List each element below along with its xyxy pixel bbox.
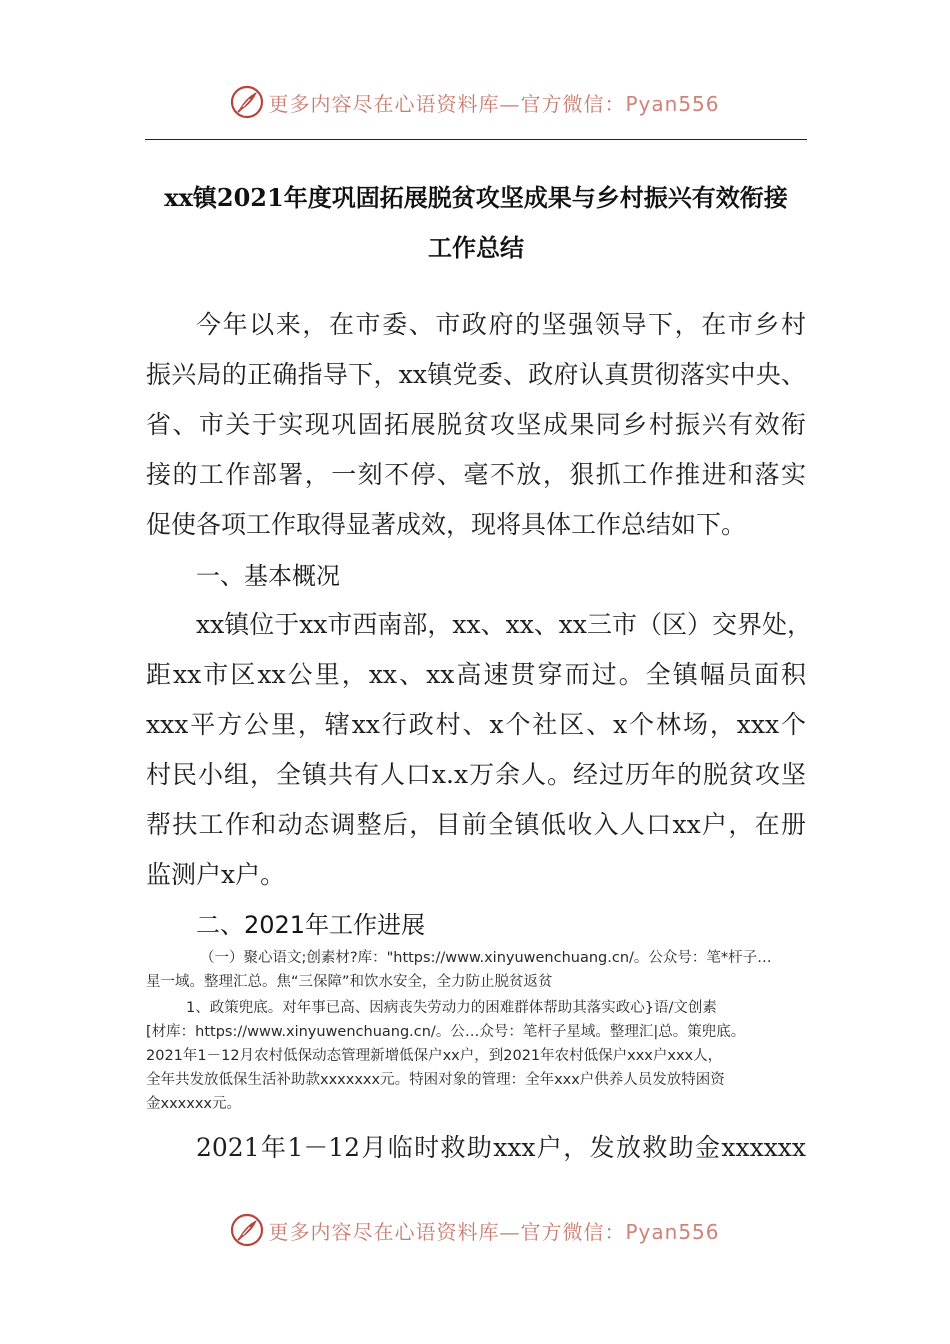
overview-line-1: xx镇位于xx市西南部，xx、xx、xx三市（区）交界处， — [196, 610, 812, 639]
progress-small-line-1: （一）聚心语文;创素材?库："https://www.xinyuwenchuang.cn/。公众号：笔*杆子… — [200, 950, 772, 966]
header-rule — [145, 139, 807, 140]
wechat-id: Pyan556 — [625, 1219, 720, 1244]
document-title-line-1: xx镇2021年度巩固拓展脱贫攻坚成果与乡村振兴有效衔接 — [164, 183, 788, 212]
intro-line-2: 振兴局的正确指导下，xx镇党委、政府认真贯彻落实中央、 — [146, 360, 806, 389]
document-title-line-2: 工作总结 — [428, 233, 524, 262]
progress-small-line-7: 金xxxxxx元。 — [146, 1096, 241, 1112]
progress-small-line-5: 2021年1－12月农村低保动态管理新增低保户xx户，到2021年农村低保户xxx户xxx人， — [146, 1048, 723, 1064]
wechat-id: Pyan556 — [625, 91, 720, 116]
progress-small-line-4: [材库：https://www.xinyuwenchuang.cn/。公…众号：笔杆子星域。整理汇|总。策兜底。 — [146, 1024, 746, 1040]
intro-line-1: 今年以来，在市委、市政府的坚强领导下，在市乡村 — [196, 310, 806, 339]
overview-line-4: 村民小组，全镇共有人口x.x万余人。经过历年的脱贫攻坚 — [146, 760, 806, 789]
overview-line-2: 距xx市区xx公里，xx、xx高速贯穿而过。全镇幅员面积 — [146, 660, 806, 689]
intro-line-5: 促使各项工作取得显著成效，现将具体工作总结如下。 — [146, 510, 747, 539]
section-heading-overview: 一、基本概况 — [196, 562, 340, 590]
footer-watermark — [0, 1208, 950, 1252]
intro-line-4: 接的工作部署，一刻不停、毫不放，狠抓工作推进和落实 — [146, 460, 806, 489]
feather-pen-logo-icon — [230, 1213, 264, 1247]
progress-small-line-3: 1、政策兜底。对年事已高、因病丧失劳动力的困难群体帮助其落实政心}语/文创素 — [186, 1000, 717, 1016]
progress-line-relief: 2021年1－12月临时救助xxx户，发放救助金xxxxxx — [196, 1133, 806, 1162]
progress-small-line-2: 星一域。整理汇总。焦“三保障”和饮水安全，全力防止脱贫返贫 — [146, 974, 553, 990]
header-watermark — [0, 80, 950, 124]
progress-small-line-6: 全年共发放低保生活补助款xxxxxxx元。特困对象的管理：全年xxx户供养人员发放特困资 — [146, 1072, 725, 1088]
intro-line-3: 省、市关于实现巩固拓展脱贫攻坚成果同乡村振兴有效衔 — [146, 410, 806, 439]
section-heading-progress: 二、2021年工作进展 — [196, 911, 426, 939]
watermark-text: 更多内容尽在心语资料库—官方微信：Pyan556 — [268, 91, 720, 116]
overview-line-5: 帮扶工作和动态调整后，目前全镇低收入人口xx户，在册 — [146, 810, 806, 839]
overview-line-3: xxx平方公里，辖xx行政村、x个社区、x个林场，xxx个 — [146, 710, 806, 739]
overview-line-6: 监测户x户。 — [146, 860, 286, 889]
watermark-text: 更多内容尽在心语资料库—官方微信：Pyan556 — [268, 1219, 720, 1244]
feather-pen-logo-icon — [230, 85, 264, 119]
